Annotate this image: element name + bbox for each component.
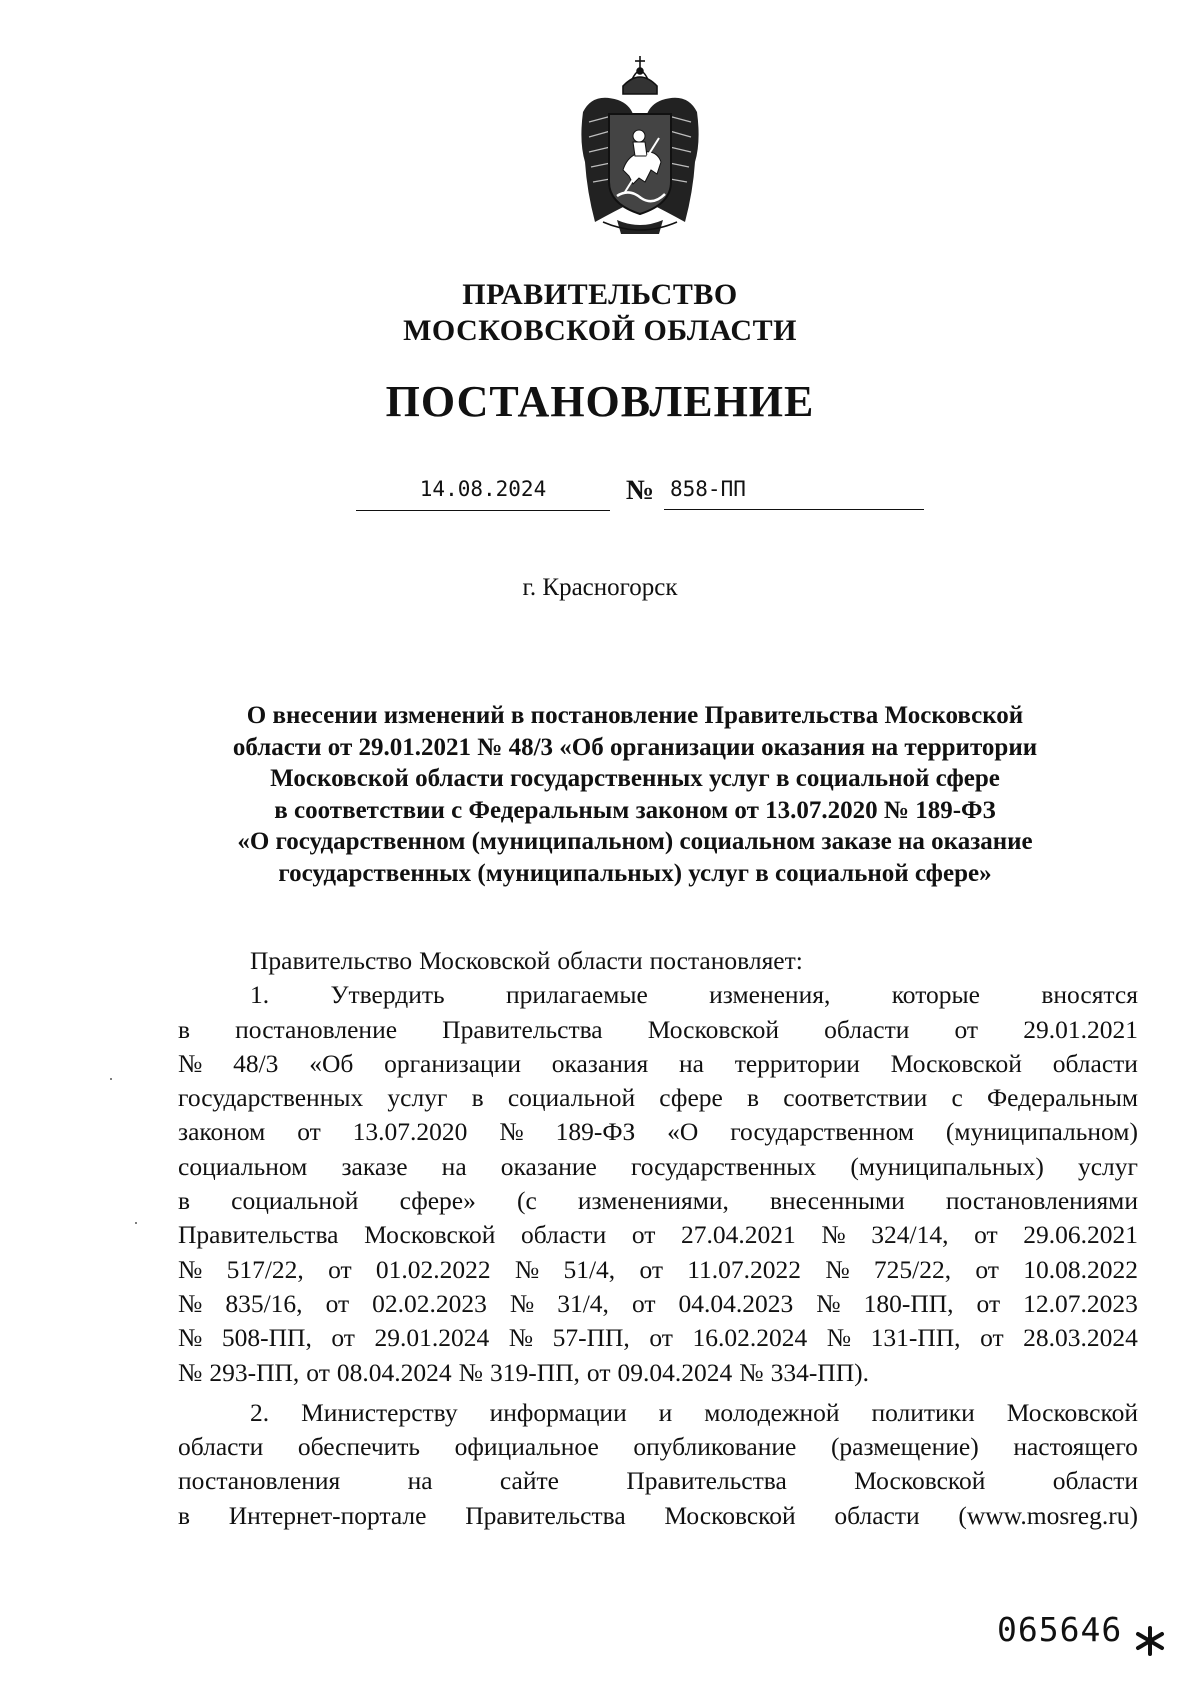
scan-speck: [135, 1222, 137, 1224]
body-word: №: [178, 1254, 203, 1284]
number-sign: №: [625, 475, 655, 506]
body-word: №: [821, 1220, 846, 1250]
body-line: [178, 1150, 1138, 1184]
body-line: [178, 978, 1138, 1012]
body-word: организации: [384, 1048, 521, 1078]
body-word: 11.07.2022: [687, 1254, 802, 1284]
body-word: №: [739, 1357, 764, 1387]
body-word: соответствии: [783, 1083, 928, 1113]
body-word: 01.02.2022: [375, 1254, 491, 1284]
body-word: Правительства: [626, 1466, 787, 1496]
body-word: от: [639, 1254, 663, 1284]
body-word: в: [178, 1500, 191, 1530]
body-word: в: [178, 1186, 191, 1216]
body-word: 16.02.2024: [692, 1323, 808, 1353]
body-word: от: [631, 1288, 656, 1318]
body-word: 517/22,: [226, 1254, 304, 1284]
body-word: оказания: [551, 1048, 649, 1078]
body-word: 835/16,: [225, 1288, 303, 1318]
body-word: услуг: [1077, 1151, 1138, 1181]
registration-number-value: 858-ПП: [670, 477, 746, 501]
body-word: №: [178, 1323, 203, 1353]
body-word: области: [824, 1014, 910, 1044]
body-word: №: [509, 1288, 535, 1318]
organization-name-line2: МОСКОВСКОЙ ОБЛАСТИ: [403, 314, 797, 347]
body-word: постановления: [178, 1466, 341, 1496]
body-word: 29.01.2024: [374, 1323, 490, 1353]
body-word: 10.08.2022: [1023, 1254, 1138, 1284]
body-word: 48/3: [233, 1048, 279, 1078]
document-body: [178, 944, 1138, 1533]
body-word: Правительства: [465, 1500, 626, 1530]
body-word: №: [825, 1254, 850, 1284]
scan-speck: [110, 1078, 112, 1080]
body-word: области: [178, 1432, 264, 1462]
body-word: области: [834, 1500, 920, 1530]
body-line: [178, 1287, 1138, 1321]
body-word: от: [306, 1357, 330, 1387]
title-line: «О государственном (муниципальном) социальном заказе на оказание: [237, 828, 1033, 855]
body-word: в: [747, 1083, 760, 1113]
body-word: области: [557, 946, 643, 975]
body-word: Правительства: [442, 1014, 603, 1044]
body-line: [178, 1218, 1138, 1252]
body-word: Московской: [890, 1048, 1022, 1078]
body-word: 31/4,: [557, 1288, 609, 1318]
body-word: 180-ПП,: [863, 1288, 954, 1318]
body-word: 29.06.2021: [1023, 1220, 1138, 1250]
body-word: №: [178, 1048, 203, 1078]
city-of-issue: г. Красногорск: [522, 574, 678, 601]
body-word: заказе: [341, 1151, 408, 1181]
body-word: от: [331, 1323, 355, 1353]
body-word: 09.04.2024: [617, 1357, 733, 1387]
body-word: социальной: [507, 1083, 636, 1113]
title-line: в соответствии с Федеральным законом от 13.07.2020 № 189-ФЗ: [274, 796, 996, 824]
body-word: которые: [891, 980, 980, 1010]
body-word: Московской: [364, 1220, 496, 1250]
body-word: №: [514, 1254, 540, 1284]
body-word: прилагаемые: [506, 980, 648, 1010]
body-word: на: [407, 1466, 433, 1496]
title-line: О внесении изменений в постановление Правительства Московской: [246, 702, 1024, 729]
body-word: области: [1052, 1466, 1138, 1496]
body-word: 28.03.2024: [1023, 1323, 1138, 1353]
body-word: №: [178, 1288, 203, 1318]
body-word: области: [520, 1220, 607, 1250]
body-word: от: [974, 1220, 998, 1250]
body-word: области: [1052, 1048, 1138, 1078]
title-line: государственных (муниципальных) услуг в социальной сфере»: [278, 859, 992, 887]
body-word: Московской: [647, 1014, 780, 1044]
title-line: Московской области государственных услуг в социальной сфере: [270, 765, 1000, 792]
body-word: 189-ФЗ: [555, 1117, 636, 1147]
organization-name-line1: ПРАВИТЕЛЬСТВО: [462, 278, 738, 311]
body-word: и: [658, 1397, 673, 1427]
body-word: №: [508, 1323, 534, 1353]
body-word: изменениями,: [577, 1186, 729, 1216]
registration-date: [356, 474, 610, 511]
body-word: от: [586, 1357, 611, 1387]
body-word: от: [328, 1254, 352, 1284]
body-word: государственных: [630, 1151, 817, 1181]
body-word: законом: [178, 1117, 266, 1147]
body-word: постановляет:: [649, 946, 803, 975]
body-line: [178, 1396, 1138, 1430]
body-word: информации: [489, 1397, 627, 1427]
body-word: от: [980, 1323, 1004, 1353]
body-word: 29.01.2021: [1023, 1014, 1138, 1044]
body-line: [178, 1356, 1138, 1390]
registration-date-value: 14.08.2024: [419, 477, 547, 501]
body-word: официальное: [454, 1432, 599, 1462]
body-word: 725/22,: [873, 1254, 952, 1284]
title-line: области от 29.01.2021 № 48/3 «Об организации оказания на территории: [232, 733, 1038, 761]
body-line: [178, 1115, 1138, 1149]
body-word: №: [499, 1117, 524, 1147]
body-word: от: [976, 1288, 1001, 1318]
coat-of-arms-emblem: [573, 52, 707, 237]
body-word: от: [631, 1220, 656, 1250]
body-word: молодежной: [704, 1397, 840, 1427]
body-word: Московской: [419, 946, 551, 975]
body-word: государственном: [730, 1117, 914, 1147]
body-word: от: [649, 1323, 673, 1353]
body-word: (размещение): [830, 1432, 979, 1462]
body-word: вносятся: [1041, 980, 1138, 1010]
body-word: территории: [734, 1048, 860, 1078]
body-word: изменения,: [709, 980, 831, 1010]
body-word: «О: [667, 1117, 699, 1147]
body-word: сфере»: [399, 1186, 476, 1216]
body-word: 293-ПП,: [209, 1357, 300, 1387]
body-word: в: [471, 1083, 484, 1113]
body-word: 13.07.2020: [352, 1117, 468, 1147]
body-word: 324/14,: [871, 1220, 949, 1250]
body-word: №: [458, 1357, 483, 1387]
body-word: от: [325, 1288, 350, 1318]
body-word: опубликование: [633, 1432, 797, 1462]
body-word: постановление: [235, 1014, 398, 1044]
body-word: Московской: [664, 1500, 796, 1530]
body-word: государственных: [178, 1083, 364, 1113]
body-word: (с: [516, 1186, 537, 1216]
body-word: Утвердить: [330, 980, 445, 1010]
body-line: [178, 1430, 1138, 1464]
document-serial-number: 065646: [997, 1610, 1123, 1649]
body-word: №: [826, 1323, 852, 1353]
body-word: 1.: [250, 980, 270, 1010]
body-word: политики: [871, 1397, 975, 1427]
body-word: №: [178, 1357, 203, 1387]
body-word: 51/4,: [563, 1254, 616, 1284]
body-word: 334-ПП).: [770, 1357, 870, 1387]
body-word: от: [954, 1014, 979, 1044]
body-word: Московской: [854, 1466, 986, 1496]
body-word: постановлениями: [945, 1186, 1138, 1216]
body-line: [178, 1013, 1138, 1047]
body-word: Министерству: [301, 1397, 458, 1427]
body-word: №: [816, 1288, 841, 1318]
body-word: с: [951, 1083, 963, 1113]
document-title: [160, 700, 1110, 889]
body-word: 131-ПП,: [870, 1323, 961, 1353]
asterisk-mark-icon: [1134, 1625, 1166, 1657]
body-word: 02.02.2023: [372, 1288, 487, 1318]
body-line: [178, 1499, 1138, 1533]
body-word: Федеральным: [987, 1083, 1138, 1113]
body-word: (муниципальном): [945, 1117, 1138, 1147]
body-word: 2.: [250, 1397, 270, 1427]
body-word: обеспечить: [297, 1432, 421, 1462]
body-line: [178, 1081, 1138, 1115]
body-word: Московской: [1006, 1397, 1138, 1427]
body-word: в: [178, 1014, 191, 1044]
body-word: 12.07.2023: [1023, 1288, 1138, 1318]
registration-number: [664, 474, 924, 510]
body-word: от: [297, 1117, 321, 1147]
body-word: социальной: [231, 1186, 359, 1216]
body-line: [178, 1184, 1138, 1218]
body-word: настоящего: [1013, 1432, 1138, 1462]
body-word: сайте: [499, 1466, 559, 1496]
body-word: (www.mosreg.ru): [958, 1500, 1138, 1530]
body-word: 319-ПП,: [489, 1357, 580, 1387]
body-word: Правительства: [178, 1220, 339, 1250]
body-word: Правительство: [250, 946, 413, 975]
body-word: 04.04.2023: [678, 1288, 794, 1318]
body-word: Интернет-портале: [228, 1500, 427, 1530]
body-word: 08.04.2024: [336, 1357, 452, 1387]
body-word: на: [441, 1151, 467, 1181]
document-type-heading: ПОСТАНОВЛЕНИЕ: [385, 377, 815, 426]
body-line: [178, 1047, 1138, 1081]
body-word: 27.04.2021: [680, 1220, 796, 1250]
body-word: на: [678, 1048, 704, 1078]
body-word: (муниципальных): [850, 1151, 1044, 1181]
body-word: «Об: [309, 1048, 354, 1078]
body-word: оказание: [500, 1151, 597, 1181]
body-line: [178, 1253, 1138, 1287]
body-word: 508-ПП,: [221, 1323, 312, 1353]
body-word: сфере: [659, 1083, 723, 1113]
body-line: [178, 1464, 1138, 1498]
body-word: услуг: [387, 1083, 448, 1113]
body-word: внесенными: [769, 1186, 905, 1216]
body-line: [178, 944, 1138, 978]
body-word: социальном: [178, 1151, 308, 1181]
body-line: [178, 1321, 1138, 1355]
body-word: от: [975, 1254, 999, 1284]
body-word: 57-ПП,: [552, 1323, 630, 1353]
